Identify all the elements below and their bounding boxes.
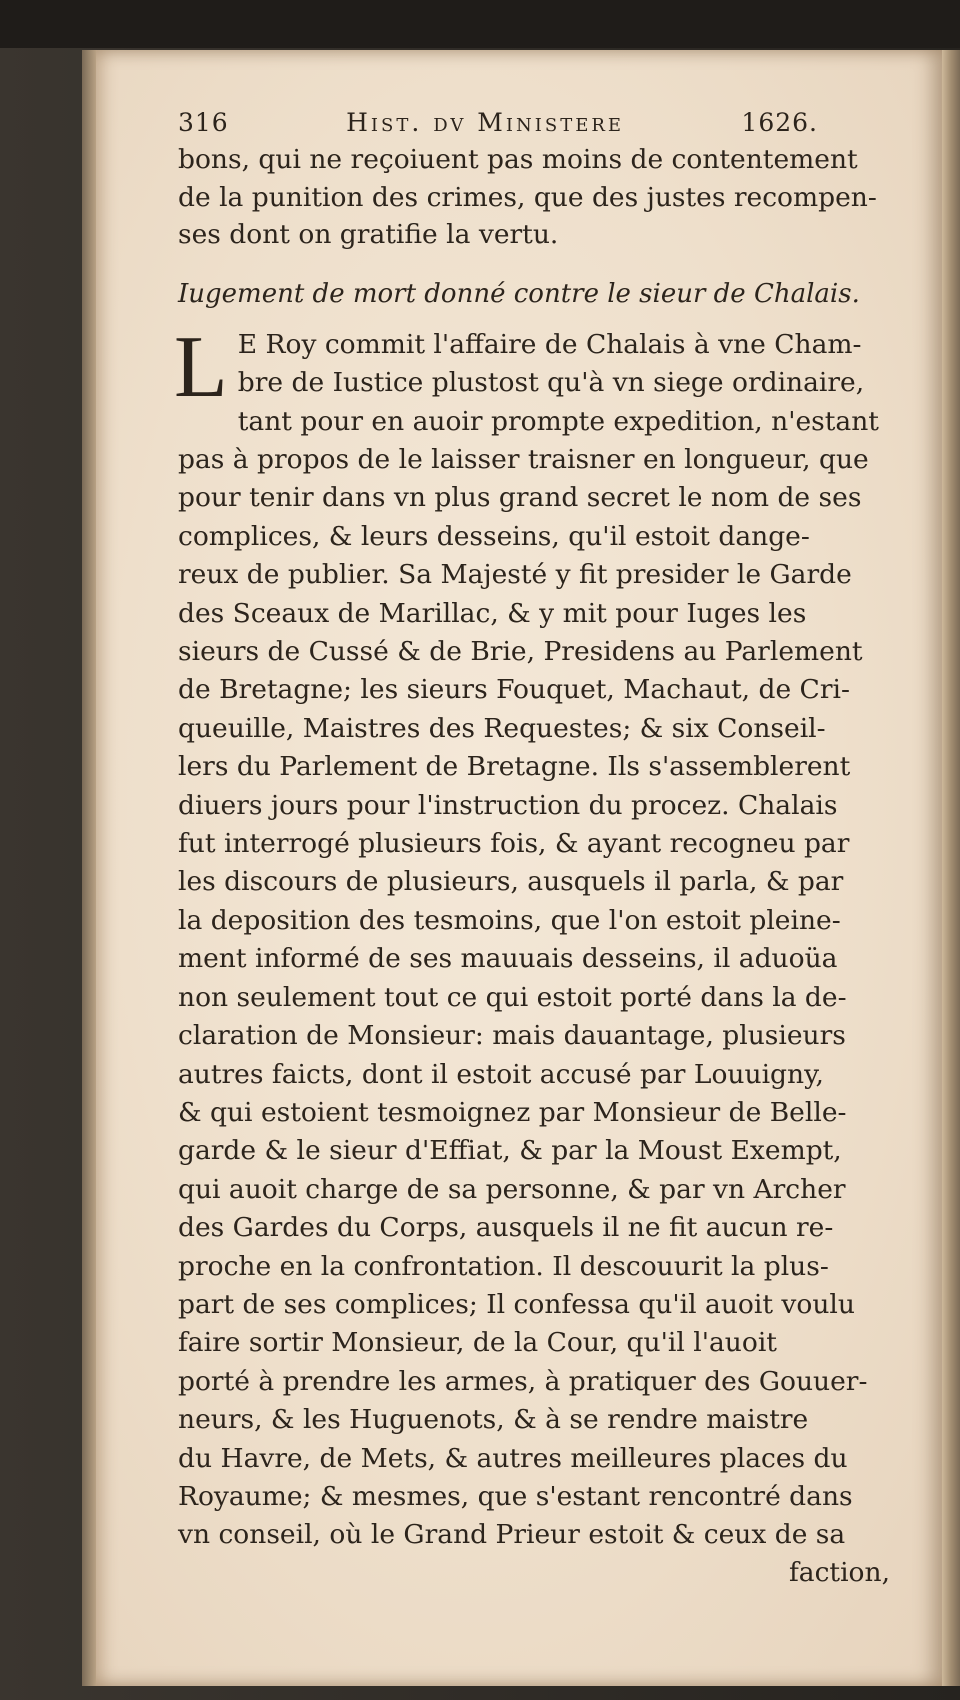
- text-line: fut interrogé plusieurs fois, & ayant recogneu par: [178, 828, 850, 860]
- text-line: queuille, Maistres des Requestes; & six Conseil-: [178, 712, 826, 744]
- text-line: diuers jours pour l'instruction du procez. Chalais: [178, 789, 838, 821]
- text-line: lers du Parlement de Bretagne. Ils s'assemblerent: [178, 751, 851, 783]
- text-line: Royaume; & mesmes, que s'estant rencontré dans: [178, 1480, 853, 1512]
- text-line: E Roy commit l'affaire de Chalais à vne Cham-: [237, 328, 862, 360]
- text-line: ses dont on gratifie la vertu.: [178, 219, 559, 251]
- section-heading: Iugement de mort donné contre le sieur de Chalais.: [178, 278, 860, 309]
- text-line: part de ses complices; Il confessa qu'il auoit voulu: [178, 1288, 855, 1320]
- text-line: claration de Monsieur: mais dauantage, plusieurs: [178, 1020, 846, 1052]
- text-line: porté à prendre les armes, à pratiquer des Gouuer-: [178, 1365, 868, 1397]
- page-number: 316: [178, 108, 229, 137]
- text-line: de la punition des crimes, que des justes recompen-: [178, 181, 877, 213]
- text-line: bre de Iustice plustost qu'à vn siege ordinaire,: [237, 367, 865, 399]
- page-fore-edge: [942, 50, 960, 1686]
- running-head: [178, 108, 818, 137]
- page-gutter-shadow: [82, 50, 96, 1686]
- text-line: garde & le sieur d'Effiat, & par la Moust Exempt,: [178, 1135, 842, 1167]
- text-line: reux de publier. Sa Majesté y fit presider le Garde: [178, 559, 852, 591]
- text-line: qui auoit charge de sa personne, & par vn Archer: [178, 1173, 846, 1205]
- text-line: faire sortir Monsieur, de la Cour, qu'il l'auoit: [178, 1327, 777, 1359]
- text-line: proche en la confrontation. Il descouurit la plus-: [178, 1250, 829, 1282]
- text-line: vn conseil, où le Grand Prieur estoit & ceux de sa: [178, 1519, 846, 1551]
- scanner-bed-edge: [0, 0, 960, 48]
- text-line: neurs, & les Huguenots, & à se rendre maistre: [178, 1404, 809, 1436]
- running-year: 1626.: [741, 108, 818, 137]
- text-line: les discours de plusieurs, ausquels il parla, & par: [178, 866, 844, 898]
- text-line: des Sceaux de Marillac, & y mit pour Iuges les: [178, 597, 807, 629]
- text-line: ment informé de ses mauuais desseins, il aduoüa: [178, 943, 838, 975]
- drop-cap: L: [174, 318, 228, 416]
- text-line: du Havre, de Mets, & autres meilleures places du: [178, 1442, 848, 1474]
- text-line: de Bretagne; les sieurs Fouquet, Machaut, de Cri-: [178, 674, 850, 706]
- catchword: faction,: [788, 1556, 890, 1588]
- text-line: complices, & leurs desseins, qu'il estoit dange-: [178, 520, 810, 552]
- text-line: bons, qui ne reçoiuent pas moins de contentement: [178, 144, 858, 175]
- text-line: pas à propos de le laisser traisner en longueur, que: [178, 444, 869, 475]
- text-line: sieurs de Cussé & de Brie, Presidens au Parlement: [178, 636, 863, 668]
- text-line: pour tenir dans vn plus grand secret le nom de ses: [178, 482, 862, 514]
- text-line: autres faicts, dont il estoit accusé par Louuigny,: [178, 1058, 824, 1090]
- text-line: la deposition des tesmoins, que l'on estoit pleine-: [178, 904, 841, 936]
- text-line: tant pour en auoir prompte expedition, n'estant: [237, 405, 879, 437]
- text-line: non seulement tout ce qui estoit porté dans la de-: [178, 981, 847, 1013]
- opening-paragraph: [178, 141, 918, 254]
- body-paragraph: [174, 318, 918, 1555]
- page-text: [174, 108, 918, 1591]
- text-line: des Gardes du Corps, ausquels il ne fit aucun re-: [178, 1212, 834, 1244]
- running-title: Hist. dv Ministere: [346, 108, 625, 137]
- text-line: & qui estoient tesmoignez par Monsieur de Belle-: [178, 1096, 847, 1128]
